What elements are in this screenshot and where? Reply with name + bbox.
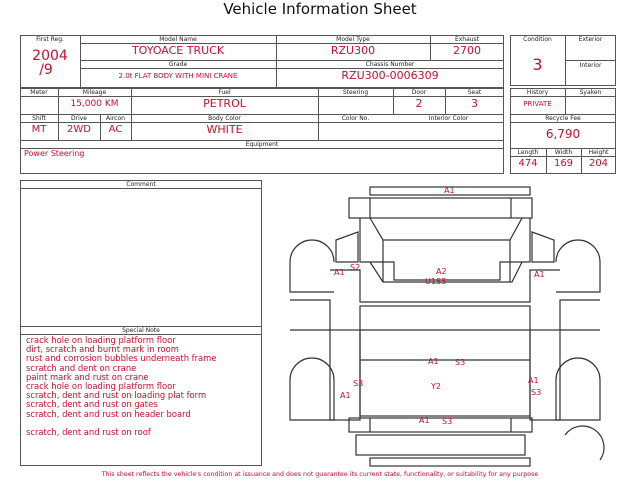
seat-value: 3: [471, 97, 478, 110]
first-reg-month: /9: [39, 62, 53, 78]
model-name-value: TOYOACE TRUCK: [131, 44, 225, 57]
width-label: Width: [554, 149, 573, 156]
special-note-label: Special Note: [122, 327, 160, 334]
disclaimer-footer: This sheet reflects the vehicle's condition at issuance and does not guarantee its current state, functionality, or suitability for any purpose: [101, 471, 539, 478]
damage-cab-front: U1S3: [425, 277, 447, 286]
special-note-item: rust and corrosion bubbles underneath frame: [26, 353, 217, 364]
exhaust-value: 2700: [453, 44, 481, 57]
height-label: Height: [588, 149, 609, 156]
special-note-item: scratch, dent and rust on loading plat form: [26, 390, 207, 401]
shift-label: Shift: [32, 115, 46, 122]
damage-left-side-a: A1: [340, 391, 351, 400]
height-value: 204: [588, 158, 609, 169]
aircon-label: Aircon: [106, 115, 125, 122]
body-color-label: Body Color: [208, 115, 241, 122]
length-value: 474: [518, 158, 538, 169]
special-note-item: paint mark and rust on crane: [26, 371, 149, 382]
model-type-label: Model Type: [336, 36, 370, 43]
equipment-value: Power Steering: [24, 149, 85, 158]
first-reg-year: 2004: [32, 48, 68, 64]
damage-rear-s: S3: [442, 417, 453, 426]
grade-label: Grade: [168, 61, 188, 68]
damage-windshield: A2: [436, 267, 447, 276]
interior-label: Interior: [579, 62, 602, 69]
recycle-fee-value: 6,790: [545, 127, 581, 141]
fuel-value: PETROL: [203, 97, 246, 110]
drive-value: 2WD: [67, 124, 91, 135]
damage-right-side-a: A1: [528, 376, 539, 385]
damage-left-side-s: S3: [353, 379, 364, 388]
special-note-item: scratch, dent and rust on gates: [26, 399, 158, 410]
color-no-label: Color No.: [341, 115, 370, 122]
damage-front-pillar-left: S2: [350, 263, 361, 272]
damage-roof-top: A1: [444, 186, 455, 195]
comment-label: Comment: [126, 181, 156, 188]
grade-value: 2.0t FLAT BODY WITH MINI CRANE: [118, 72, 238, 80]
model-name-label: Model Name: [159, 36, 197, 43]
special-note-item: scratch, dent and rust on header board: [26, 408, 191, 419]
drive-label: Drive: [71, 115, 87, 122]
aircon-value: AC: [108, 124, 123, 135]
damage-bed-center: Y2: [431, 382, 441, 391]
damage-bed-mid-a: A1: [428, 357, 439, 366]
recycle-fee-label: Recycle Fee: [545, 115, 581, 122]
damage-right-side-s: S3: [531, 388, 542, 397]
seat-label: Seat: [467, 89, 482, 96]
first-reg-label: First Reg.: [36, 36, 64, 43]
door-label: Door: [411, 89, 427, 96]
special-note-item: scratch and dent on crane: [26, 362, 137, 373]
exhaust-label: Exhaust: [454, 36, 480, 43]
shift-value: MT: [31, 124, 47, 135]
damage-front-right-corner: A1: [534, 270, 545, 279]
condition-label: Condition: [523, 36, 552, 43]
syaken-label: Syaken: [579, 89, 602, 96]
special-note-item: dirt, scratch and burnt mark in room: [26, 344, 179, 355]
model-type-value: RZU300: [330, 44, 376, 57]
history-value: PRIVATE: [523, 100, 552, 108]
special-note-item: crack hole on loading platform floor: [26, 335, 176, 345]
equipment-label: Equipment: [245, 141, 279, 148]
damage-bed-mid-s: S3: [455, 358, 466, 367]
meter-label: Meter: [30, 89, 48, 96]
damage-front-left-corner: A1: [334, 268, 345, 277]
special-note-item: scratch, dent and rust on roof: [26, 427, 151, 438]
body-color-value: WHITE: [206, 123, 243, 136]
chassis-number-label: Chassis Number: [365, 61, 415, 68]
mileage-label: Mileage: [82, 89, 107, 96]
history-label: History: [526, 89, 549, 96]
mileage-value: 15,000 KM: [70, 99, 119, 109]
interior-color-label: Interior Color: [428, 115, 469, 122]
chassis-number-value: RZU300-0006309: [341, 69, 439, 82]
width-value: 169: [553, 158, 574, 169]
length-label: Length: [517, 149, 539, 156]
steering-label: Steering: [342, 89, 369, 96]
damage-rear-a: A1: [419, 416, 430, 425]
condition-value: 3: [532, 55, 543, 74]
door-value: 2: [415, 97, 423, 110]
special-note-item: crack hole on loading platform floor: [26, 381, 176, 392]
page-title: Vehicle Information Sheet: [223, 0, 417, 18]
exterior-label: Exterior: [578, 36, 603, 43]
fuel-label: Fuel: [218, 89, 231, 96]
